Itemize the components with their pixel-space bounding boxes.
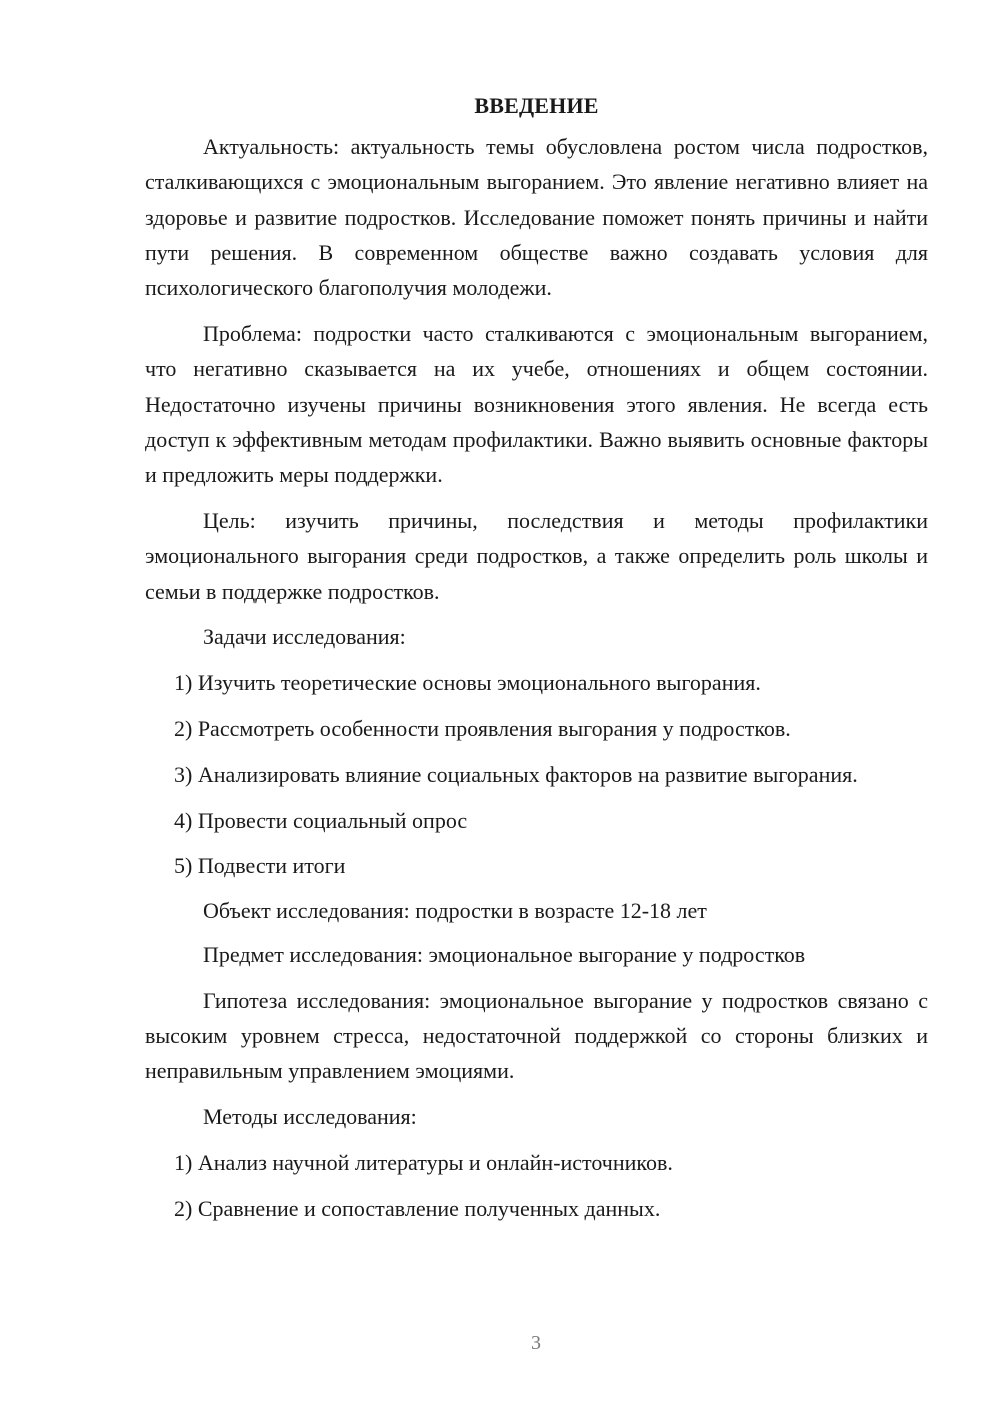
task-item-3: 3) Анализировать влияние социальных факторов на развитие выгорания. — [174, 761, 858, 787]
goal-paragraph: Цель: изучить причины, последствия и методы профилактики эмоционального выгорания среди подростков, а также определить роль школы и семьи в поддержке подростков. — [145, 507, 928, 604]
page-number: 3 — [531, 1332, 541, 1354]
task-item-1: 1) Изучить теоретические основы эмоционального выгорания. — [174, 670, 761, 696]
research-subject: Предмет исследования: эмоциональное выгорание у подростков — [203, 941, 806, 967]
page-title: ВВЕДЕНИЕ — [474, 93, 599, 118]
task-item-5: 5) Подвести итоги — [174, 853, 346, 879]
document-page — [145, 88, 928, 1237]
relevance-paragraph: Актуальность: актуальность темы обусловлена ростом числа подростков, сталкивающихся с эмоциональным выгоранием. Это явление негативно влияет на здоровье и развитие подростков. Исследование поможет понять причины и найти пути решения. В современном обществе важно создавать условия для психологического благополучия молодежи. — [145, 134, 928, 301]
tasks-title: Задачи исследования: — [203, 624, 406, 650]
method-item-2: 2) Сравнение и сопоставление полученных данных. — [174, 1195, 661, 1221]
problem-paragraph: Проблема: подростки часто сталкиваются с эмоциональным выгоранием, что негативно сказывается на их учебе, отношениях и общем состоянии. Недостаточно изучены причины возникновения этого явления. Не всегда есть доступ к эффективным методам профилактики. Важно выявить основные факторы и предложить меры поддержки. — [145, 320, 928, 488]
hypothesis-paragraph: Гипотеза исследования: эмоциональное выгорание у подростков связано с высоким уровнем стресса, недостаточной поддержкой со стороны близких и неправильным управлением эмоциями. — [145, 987, 928, 1084]
task-item-4: 4) Провести социальный опрос — [174, 807, 468, 833]
task-item-2: 2) Рассмотреть особенности проявления выгорания у подростков. — [174, 715, 791, 741]
method-item-1: 1) Анализ научной литературы и онлайн-источников. — [174, 1149, 673, 1175]
research-object: Объект исследования: подростки в возрасте 12-18 лет — [203, 897, 707, 923]
methods-title: Методы исследования: — [203, 1104, 417, 1130]
